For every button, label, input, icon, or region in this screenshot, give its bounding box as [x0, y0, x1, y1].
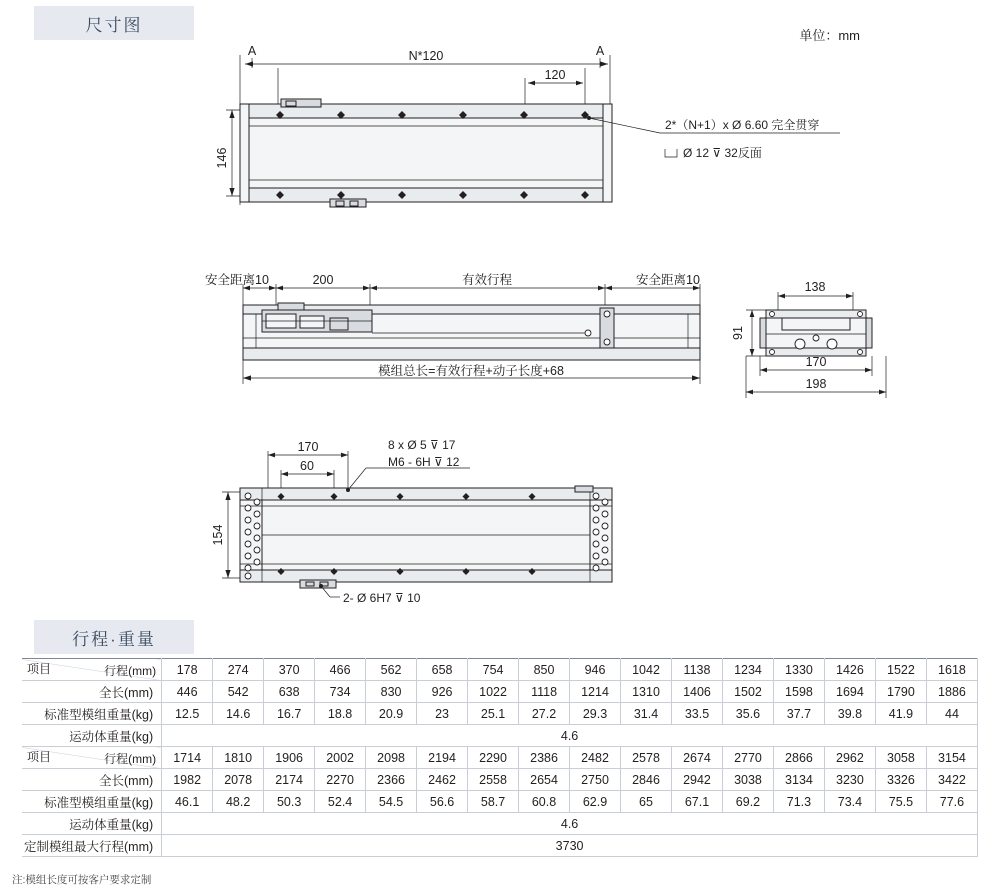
data-cell: 2942	[672, 769, 723, 791]
header-cell: 2098	[366, 747, 417, 769]
dim-198: 198	[805, 377, 827, 391]
dim-200: 200	[312, 273, 334, 287]
dim-total-length: N*120	[408, 49, 444, 63]
header-cell: 466	[315, 659, 366, 681]
header-cell: 850	[519, 659, 570, 681]
mark-a-right: A	[595, 44, 605, 58]
data-cell: 75.5	[875, 791, 926, 813]
data-cell-custom-max-stroke: 3730	[162, 835, 978, 857]
dim-91: 91	[731, 326, 745, 340]
dim-154: 154	[211, 524, 225, 546]
mark-a-left: A	[247, 44, 257, 58]
data-cell: 56.6	[417, 791, 468, 813]
table-corner-header-1	[22, 659, 162, 681]
data-cell: 734	[315, 681, 366, 703]
data-cell: 638	[264, 681, 315, 703]
data-cell: 542	[213, 681, 264, 703]
data-cell: 446	[162, 681, 213, 703]
table-row	[22, 681, 978, 703]
data-cell: 1022	[468, 681, 519, 703]
header-cell: 2866	[773, 747, 824, 769]
row-label: 标准型模组重量(kg)	[22, 791, 162, 813]
table-row	[22, 769, 978, 791]
view-bottom	[222, 451, 612, 597]
table-row	[22, 725, 978, 747]
header-cell: 1618	[926, 659, 977, 681]
data-cell: 926	[417, 681, 468, 703]
dim-170-side: 170	[805, 355, 827, 369]
data-cell: 1790	[875, 681, 926, 703]
section-title-dimension: 尺寸图	[28, 6, 194, 40]
dim-138: 138	[804, 280, 826, 294]
header-cell: 946	[570, 659, 621, 681]
corner-label-item-2: 项目	[27, 750, 52, 764]
dim-height-146: 146	[215, 147, 229, 169]
data-cell: 31.4	[621, 703, 672, 725]
header-cell: 1810	[213, 747, 264, 769]
data-cell: 1694	[824, 681, 875, 703]
data-cell: 1598	[773, 681, 824, 703]
header-cell: 3058	[875, 747, 926, 769]
header-cell: 1330	[773, 659, 824, 681]
header-cell: 754	[468, 659, 519, 681]
header-cell: 1234	[722, 659, 773, 681]
data-cell: 3230	[824, 769, 875, 791]
data-cell: 1406	[672, 681, 723, 703]
section-title-stroke-weight: 行程·重量	[28, 620, 194, 654]
header-cell: 2674	[672, 747, 723, 769]
data-cell: 41.9	[875, 703, 926, 725]
data-cell: 44	[926, 703, 977, 725]
data-cell: 1310	[621, 681, 672, 703]
data-cell: 2462	[417, 769, 468, 791]
data-cell: 69.2	[722, 791, 773, 813]
unit-note: 单位：mm	[799, 28, 860, 43]
table-row	[22, 835, 978, 857]
row-label: 标准型模组重量(kg)	[22, 703, 162, 725]
stroke-weight-table	[22, 658, 978, 857]
data-cell: 73.4	[824, 791, 875, 813]
data-cell: 37.7	[773, 703, 824, 725]
data-cell-moving-weight-2: 4.6	[162, 813, 978, 835]
row-label-custom-max-stroke: 定制模组最大行程(mm)	[22, 835, 162, 857]
data-cell: 1214	[570, 681, 621, 703]
callout-8x-hole: 8 x Ø 5 ⊽ 17	[388, 438, 456, 452]
data-cell: 2654	[519, 769, 570, 791]
header-cell: 562	[366, 659, 417, 681]
data-cell: 2174	[264, 769, 315, 791]
label-total-length: 模组总长=有效行程+动子长度+68	[378, 364, 564, 378]
header-cell: 2482	[570, 747, 621, 769]
table-row	[22, 791, 978, 813]
header-cell: 2002	[315, 747, 366, 769]
data-cell: 35.6	[722, 703, 773, 725]
data-cell: 3134	[773, 769, 824, 791]
data-cell: 2078	[213, 769, 264, 791]
label-safe-distance-right: 安全距离10	[636, 273, 700, 287]
header-cell: 1138	[672, 659, 723, 681]
corner-label-item-1: 项目	[27, 662, 52, 676]
data-cell: 52.4	[315, 791, 366, 813]
data-cell-moving-weight: 4.6	[162, 725, 978, 747]
data-cell: 20.9	[366, 703, 417, 725]
callout-m6-thread: M6 - 6H ⊽ 12	[388, 455, 460, 469]
data-cell: 46.1	[162, 791, 213, 813]
data-cell: 14.6	[213, 703, 264, 725]
table-row	[22, 703, 978, 725]
data-cell: 1982	[162, 769, 213, 791]
data-cell: 2750	[570, 769, 621, 791]
data-cell: 3326	[875, 769, 926, 791]
dim-pitch-120: 120	[544, 68, 566, 82]
data-cell: 25.1	[468, 703, 519, 725]
foot-note: 注:模组长度可按客户要求定制	[12, 874, 152, 886]
data-cell: 27.2	[519, 703, 570, 725]
header-cell: 2770	[722, 747, 773, 769]
corner-label-stroke-1: 行程(mm)	[104, 664, 157, 678]
label-effective-stroke: 有效行程	[461, 273, 513, 287]
callout-counterbore: Ø 12 ⊽ 32反面	[683, 146, 762, 160]
header-cell: 3154	[926, 747, 977, 769]
header-cell: 2290	[468, 747, 519, 769]
data-cell: 58.7	[468, 791, 519, 813]
data-cell: 1886	[926, 681, 977, 703]
data-cell: 48.2	[213, 791, 264, 813]
corner-label-stroke-2: 行程(mm)	[104, 752, 157, 766]
header-cell: 2194	[417, 747, 468, 769]
data-cell: 2846	[621, 769, 672, 791]
callout-through-hole: 2*（N+1）x Ø 6.60 完全贯穿	[665, 118, 820, 132]
header-cell: 2962	[824, 747, 875, 769]
data-cell: 50.3	[264, 791, 315, 813]
data-cell: 16.7	[264, 703, 315, 725]
header-cell: 1426	[824, 659, 875, 681]
header-cell: 1714	[162, 747, 213, 769]
data-cell: 3422	[926, 769, 977, 791]
table-corner-header-2	[22, 747, 162, 769]
data-cell: 23	[417, 703, 468, 725]
data-cell: 3038	[722, 769, 773, 791]
header-cell: 274	[213, 659, 264, 681]
header-cell: 1522	[875, 659, 926, 681]
data-cell: 65	[621, 791, 672, 813]
header-cell: 2578	[621, 747, 672, 769]
header-cell: 1042	[621, 659, 672, 681]
dim-170-bottom: 170	[297, 440, 319, 454]
data-cell: 2558	[468, 769, 519, 791]
data-cell: 29.3	[570, 703, 621, 725]
data-cell: 77.6	[926, 791, 977, 813]
table-row	[22, 813, 978, 835]
header-cell: 370	[264, 659, 315, 681]
callout-dowel-pin: 2- Ø 6H7 ⊽ 10	[343, 591, 421, 605]
row-label: 运动体重量(kg)	[22, 813, 162, 835]
data-cell: 67.1	[672, 791, 723, 813]
data-cell: 2270	[315, 769, 366, 791]
data-cell: 33.5	[672, 703, 723, 725]
label-safe-distance-left: 安全距离10	[205, 273, 269, 287]
data-cell: 39.8	[824, 703, 875, 725]
data-cell: 60.8	[519, 791, 570, 813]
row-label: 全长(mm)	[22, 769, 162, 791]
row-label: 全长(mm)	[22, 681, 162, 703]
data-cell: 71.3	[773, 791, 824, 813]
row-label: 运动体重量(kg)	[22, 725, 162, 747]
data-cell: 12.5	[162, 703, 213, 725]
table-row	[22, 659, 978, 681]
header-cell: 1906	[264, 747, 315, 769]
dim-60: 60	[300, 459, 314, 473]
data-cell: 62.9	[570, 791, 621, 813]
table-row	[22, 747, 978, 769]
data-cell: 18.8	[315, 703, 366, 725]
data-cell: 830	[366, 681, 417, 703]
header-cell: 2386	[519, 747, 570, 769]
header-cell: 658	[417, 659, 468, 681]
data-cell: 54.5	[366, 791, 417, 813]
data-cell: 2366	[366, 769, 417, 791]
data-cell: 1118	[519, 681, 570, 703]
header-cell: 178	[162, 659, 213, 681]
data-cell: 1502	[722, 681, 773, 703]
